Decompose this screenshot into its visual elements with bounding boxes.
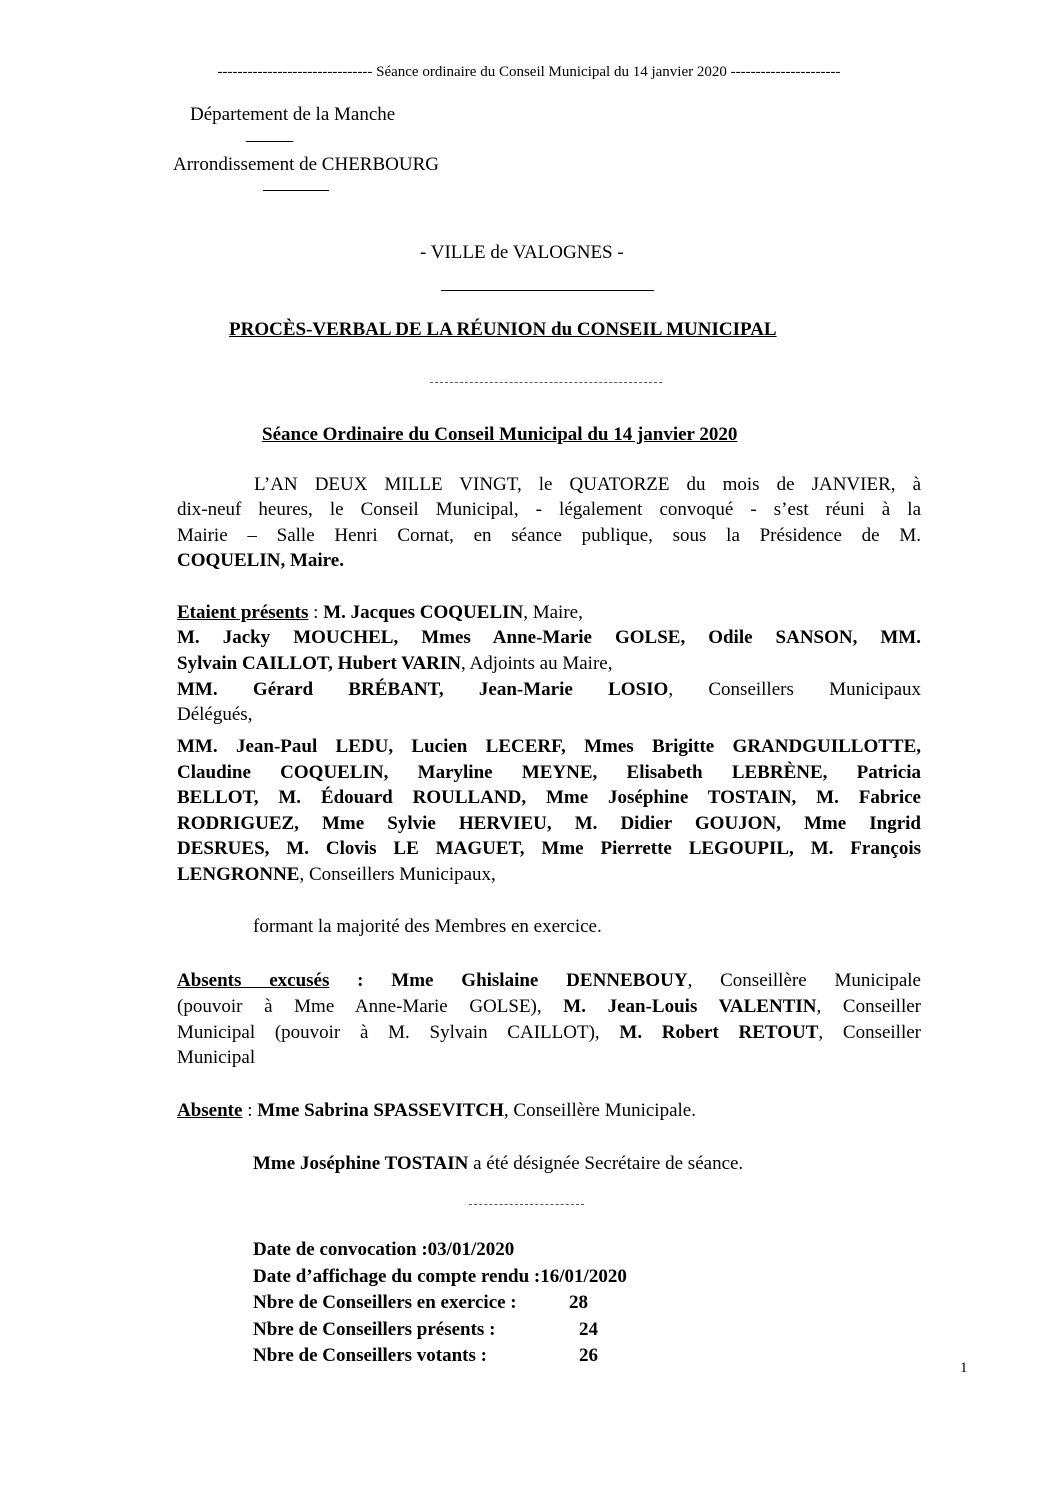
presents-adjoints-role: , Adjoints au Maire, (461, 653, 613, 674)
absente-name: Mme Sabrina SPASSEVITCH (257, 1100, 504, 1121)
department-underline (246, 141, 293, 142)
separator-dashed-1 (430, 382, 662, 383)
presents-adjoints-names: Sylvain CAILLOT, Hubert VARIN (177, 653, 462, 674)
city-underline (441, 290, 654, 291)
stat-label: Date de convocation : (253, 1239, 428, 1260)
presents-mayor: M. Jacques COQUELIN (323, 602, 524, 623)
presents-mayor-role: , Maire, (523, 602, 583, 623)
session-title: Séance Ordinaire du Conseil Municipal du 14 janvier 2020 (262, 424, 738, 445)
stat-row (253, 1264, 627, 1291)
stat-row (253, 1290, 627, 1317)
absents-role-3: , Conseiller (818, 1022, 921, 1043)
presents-line-8: BELLOT, M. Édouard ROULLAND, Mme Joséphine TOSTAIN, M. Fabrice (177, 787, 921, 808)
intro-line-2: dix-neuf heures, le Conseil Municipal, - légalement convoqué - s’est réuni à la (177, 499, 921, 520)
intro-line-3: Mairie – Salle Henri Cornat, en séance publique, sous la Présidence de M. (177, 525, 921, 546)
city-title: - VILLE de VALOGNES - (420, 242, 624, 263)
page-number: 1 (960, 1360, 968, 1376)
arrondissement-underline (263, 190, 329, 191)
absents-proxy-1: (pouvoir à Mme Anne-Marie GOLSE), (177, 996, 564, 1017)
absents-line-2 (177, 994, 921, 1020)
presents-colon: : (308, 602, 324, 623)
absents-proxy-2: Municipal (pouvoir à M. Sylvain CAILLOT), (177, 1022, 620, 1043)
intro-line-1: L’AN DEUX MILLE VINGT, le QUATORZE du mois de JANVIER, à (254, 474, 921, 495)
department-label: Département de la Manche (190, 104, 396, 125)
stat-label: Nbre de Conseillers en exercice : (253, 1292, 517, 1313)
secretary-text: a été désignée Secrétaire de séance. (468, 1153, 744, 1174)
stat-value: 24 (579, 1318, 598, 1340)
separator-dashed-2 (469, 1204, 584, 1205)
stat-value: 28 (569, 1292, 588, 1313)
stat-label: Nbre de Conseillers présents : (253, 1318, 496, 1340)
majority-text: formant la majorité des Membres en exercice. (253, 916, 602, 937)
stat-row (253, 1237, 627, 1264)
presents-last-name: LENGRONNE (177, 864, 300, 885)
presents-line-5: Délégués, (177, 704, 253, 725)
absente-label: Absente (177, 1100, 243, 1121)
stat-row (253, 1343, 627, 1370)
absents-label: Absents excusés (177, 970, 330, 991)
presents-line-6: MM. Jean-Paul LEDU, Lucien LECERF, Mmes Brigitte GRANDGUILLOTTE, (177, 736, 921, 757)
presents-label: Etaient présents (177, 602, 309, 623)
presents-line-9: RODRIGUEZ, Mme Sylvie HERVIEU, M. Didier GOUJON, Mme Ingrid (177, 813, 921, 834)
absents-colon: : (329, 970, 392, 991)
secretary-line (253, 1153, 743, 1175)
stat-value: 26 (579, 1345, 598, 1366)
stat-label: Date d’affichage du compte rendu : (253, 1265, 541, 1287)
presents-line-2: M. Jacky MOUCHEL, Mmes Anne-Marie GOLSE, Odile SANSON, MM. (177, 627, 921, 648)
presents-line-1 (177, 600, 921, 626)
presents-last-role: , Conseillers Municipaux, (299, 864, 496, 885)
absents-line-4: Municipal (177, 1047, 256, 1068)
absente-colon: : (242, 1100, 258, 1121)
secretary-name: Mme Joséphine TOSTAIN (253, 1153, 469, 1174)
stat-label: Nbre de Conseillers votants : (253, 1345, 487, 1366)
absents-role-1: , Conseillère Municipale (687, 970, 921, 991)
presents-delegues-role: , Conseillers Municipaux (668, 679, 921, 700)
presents-line-3 (177, 651, 921, 677)
stat-value: 03/01/2020 (427, 1239, 515, 1260)
presents-line-11 (177, 862, 921, 888)
running-header: ------------------------------- Séance ordinaire du Conseil Municipal du 14 janvier 2020 ---------------------- (217, 64, 841, 80)
absents-role-2: , Conseiller (816, 996, 921, 1017)
absente-role: , Conseillère Municipale. (503, 1100, 696, 1121)
presents-delegues-names: MM. Gérard BRÉBANT, Jean-Marie LOSIO (177, 679, 669, 700)
session-stats (253, 1237, 627, 1370)
stat-row (253, 1317, 627, 1344)
absents-name-1: Mme Ghislaine DENNEBOUY (391, 970, 688, 991)
absents-line-1 (177, 968, 921, 994)
absents-name-3: M. Robert RETOUT (619, 1022, 819, 1043)
presents-line-10: DESRUES, M. Clovis LE MAGUET, Mme Pierrette LEGOUPIL, M. François (177, 838, 921, 859)
presents-line-7: Claudine COQUELIN, Maryline MEYNE, Elisabeth LEBRÈNE, Patricia (177, 762, 921, 783)
presents-line-4 (177, 677, 921, 703)
absente-line (177, 1098, 921, 1124)
arrondissement-label: Arrondissement de CHERBOURG (173, 154, 439, 175)
document-title: PROCÈS-VERBAL DE LA RÉUNION du CONSEIL MUNICIPAL (229, 319, 777, 340)
absents-line-3 (177, 1020, 921, 1046)
intro-line-4: COQUELIN, Maire. (177, 550, 344, 571)
absents-name-2: M. Jean-Louis VALENTIN (563, 996, 817, 1017)
stat-value: 16/01/2020 (540, 1265, 627, 1287)
